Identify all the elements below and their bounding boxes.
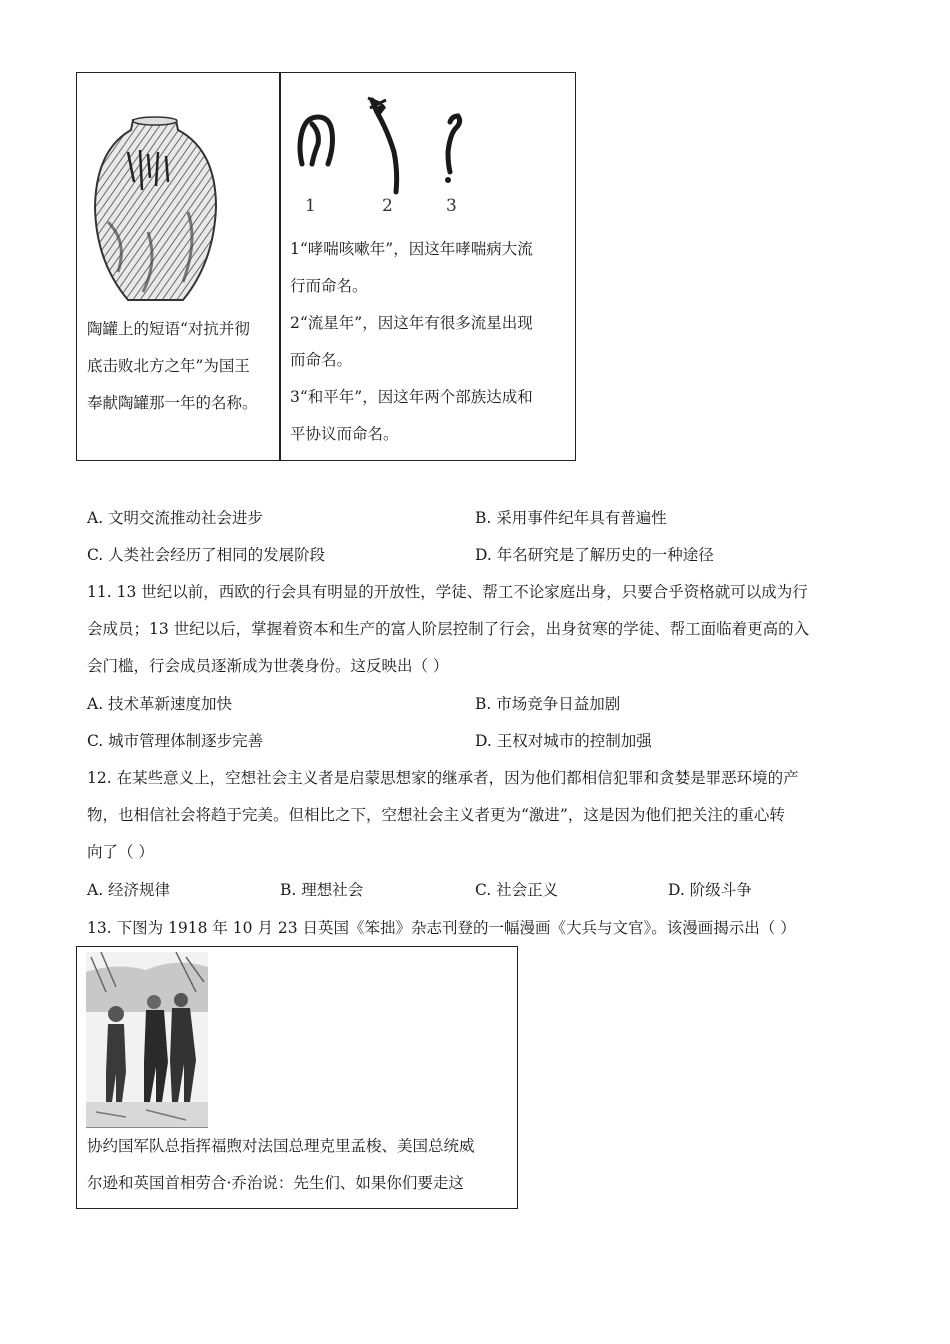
table-divider bbox=[279, 72, 281, 461]
year-names-line: 3“和平年”，因这年两个部族达成和 bbox=[290, 388, 533, 406]
cartoon-illustration bbox=[86, 952, 208, 1128]
year-names-line: 而命名。 bbox=[290, 351, 353, 369]
pictograph-glyphs bbox=[290, 92, 480, 202]
jar-caption-line: 陶罐上的短语“对抗并彻 bbox=[87, 320, 250, 338]
q11-option-b[interactable]: B. 市场竞争日益加剧 bbox=[475, 695, 621, 713]
q13-stem-line: 13. 下图为 1918 年 10 月 23 日英国《笨拙》杂志刊登的一幅漫画《大兵与文官》。该漫画揭示出（ ） bbox=[87, 919, 796, 937]
q11-option-d[interactable]: D. 王权对城市的控制加强 bbox=[475, 732, 652, 750]
q10-option-a[interactable]: A. 文明交流推动社会进步 bbox=[87, 509, 264, 527]
q12-option-a[interactable]: A. 经济规律 bbox=[87, 881, 171, 899]
q12-stem-line: 向了（ ） bbox=[87, 843, 154, 861]
q11-stem-line: 11. 13 世纪以前，西欧的行会具有明显的开放性，学徒、帮工不论家庭出身，只要合乎资格就可以成为行 bbox=[87, 583, 808, 601]
glyph-number-2: 2 bbox=[382, 196, 393, 216]
pottery-jar-illustration bbox=[88, 112, 223, 307]
q11-stem-line: 会门槛，行会成员逐渐成为世袭身份。这反映出（ ） bbox=[87, 657, 449, 675]
cartoon-caption-line: 协约国军队总指挥福煦对法国总理克里孟梭、美国总统威 bbox=[87, 1137, 475, 1155]
q11-option-a[interactable]: A. 技术革新速度加快 bbox=[87, 695, 233, 713]
q12-stem-line: 12. 在某些意义上，空想社会主义者是启蒙思想家的继承者，因为他们都相信犯罪和贪婪是罪恶环境的产 bbox=[87, 769, 799, 787]
year-names-text bbox=[290, 231, 570, 453]
cartoon-caption bbox=[87, 1128, 512, 1202]
jar-caption-line: 底击败北方之年”为国王 bbox=[87, 357, 250, 375]
year-names-line: 行而命名。 bbox=[290, 277, 368, 295]
q12-option-c[interactable]: C. 社会正义 bbox=[475, 881, 559, 899]
glyph-number-1: 1 bbox=[305, 196, 316, 216]
year-names-line: 1“哮喘咳嗽年”，因这年哮喘病大流 bbox=[290, 240, 533, 258]
q12-option-d[interactable]: D. 阶级斗争 bbox=[668, 881, 752, 899]
year-names-line: 平协议而命名。 bbox=[290, 425, 399, 443]
jar-caption bbox=[87, 311, 273, 422]
q12-option-b[interactable]: B. 理想社会 bbox=[280, 881, 364, 899]
year-names-line: 2“流星年”，因这年有很多流星出现 bbox=[290, 314, 533, 332]
q11-stem-line: 会成员；13 世纪以后，掌握着资本和生产的富人阶层控制了行会，出身贫寒的学徒、帮工面临着更高的入 bbox=[87, 620, 810, 638]
glyph-number-3: 3 bbox=[446, 196, 457, 216]
q11-option-c[interactable]: C. 城市管理体制逐步完善 bbox=[87, 732, 264, 750]
q10-option-b[interactable]: B. 采用事件纪年具有普遍性 bbox=[475, 509, 667, 527]
q12-stem-line: 物，也相信社会将趋于完美。但相比之下，空想社会主义者更为“激进”，这是因为他们把关注的重心转 bbox=[87, 806, 785, 824]
jar-caption-line: 奉献陶罐那一年的名称。 bbox=[87, 394, 258, 412]
q10-option-c[interactable]: C. 人类社会经历了相同的发展阶段 bbox=[87, 546, 326, 564]
q10-option-d[interactable]: D. 年名研究是了解历史的一种途径 bbox=[475, 546, 714, 564]
cartoon-caption-line: 尔逊和英国首相劳合·乔治说：先生们、如果你们要走这 bbox=[87, 1174, 464, 1192]
